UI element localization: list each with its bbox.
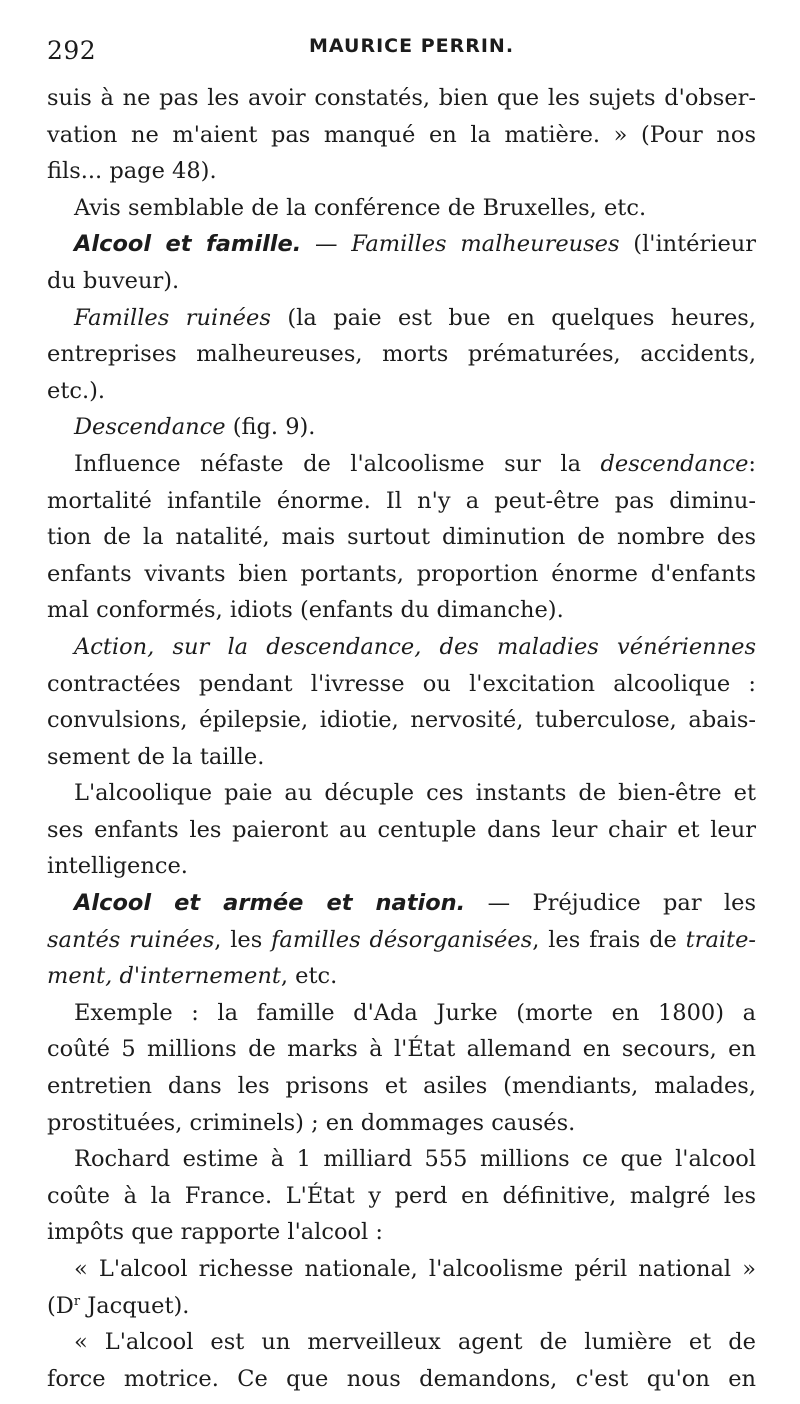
text-run: tion de la natalité, mais surtout diminution de nombre des	[47, 524, 756, 551]
italic-text: Action, sur la descendance, des maladies vénériennes	[74, 633, 756, 660]
text-run: prostituées, criminels) ; en dommages causés.	[47, 1109, 576, 1136]
text-line	[47, 336, 756, 373]
text-line	[47, 556, 756, 593]
page-number: 292	[47, 36, 97, 65]
text-line	[47, 1105, 756, 1142]
text-line	[47, 373, 756, 410]
text-line	[47, 190, 756, 227]
italic-text: santés ruinées	[47, 926, 215, 953]
italic-text: descendance	[600, 450, 749, 477]
text-line	[47, 409, 756, 446]
text-line	[47, 80, 756, 117]
text-line	[47, 885, 756, 922]
text-run: entretien dans les prisons et asiles (mendiants, malades,	[47, 1073, 756, 1100]
text-line	[47, 446, 756, 483]
text-line	[47, 263, 756, 300]
text-line	[47, 300, 756, 337]
text-line	[47, 812, 756, 849]
text-line	[47, 1141, 756, 1178]
text-line	[47, 848, 756, 885]
text-line	[47, 483, 756, 520]
text-run: entreprises malheureuses, morts prématurées, accidents,	[47, 341, 756, 368]
text-run: convulsions, épilepsie, idiotie, nervosité, tuberculose, abais-	[47, 707, 756, 734]
text-run: force motrice. Ce que nous demandons, c'est qu'on en	[47, 1365, 756, 1392]
text-run: Avis semblable de la conférence de Bruxelles, etc.	[74, 194, 647, 221]
text-run: mortalité infantile énorme. Il n'y a peut-être pas diminu-	[47, 487, 756, 514]
text-run: « L'alcool est un merveilleux agent de lumière et de	[74, 1329, 756, 1356]
text-line	[47, 1251, 756, 1288]
text-run: sement de la taille.	[47, 743, 265, 770]
text-run: intelligence.	[47, 853, 188, 880]
text-line	[47, 739, 756, 776]
text-run: Jacquet).	[80, 1292, 190, 1319]
text-run: L'alcoolique paie au décuple ces instants de bien-être et	[74, 780, 756, 807]
text-run: :	[748, 450, 756, 477]
text-run: Rochard estime à 1 milliard 555 millions ce que l'alcool	[74, 1146, 756, 1173]
text-run: enfants vivants bien portants, proportion énorme d'enfants	[47, 560, 756, 587]
italic-text: Descendance	[74, 414, 226, 441]
italic-text: traite-	[685, 926, 757, 953]
superscript: r	[73, 1293, 81, 1309]
text-run: (fig. 9).	[225, 414, 316, 441]
text-run: — Préjudice par les	[465, 890, 756, 917]
text-line	[47, 1031, 756, 1068]
text-line	[47, 922, 756, 959]
text-line	[47, 1288, 756, 1325]
text-run: suis à ne pas les avoir constatés, bien que les sujets d'obser-	[47, 85, 756, 111]
text-line	[47, 958, 756, 995]
text-line	[47, 1361, 756, 1398]
text-run: etc.).	[47, 377, 106, 404]
text-line	[47, 1068, 756, 1105]
text-line	[47, 1324, 756, 1361]
text-run: vation ne m'aient pas manqué en la matière. » (Pour nos	[47, 121, 756, 148]
text-run: du buveur).	[47, 267, 180, 294]
text-run: (la paie est bue en quelques heures,	[270, 304, 756, 331]
text-line	[47, 226, 756, 263]
italic-text: Familles malheureuses	[351, 231, 620, 258]
text-run: contractées pendant l'ivresse ou l'excitation alcoolique :	[47, 670, 756, 697]
section-heading: Alcool et armée et nation.	[74, 890, 466, 917]
text-run: « L'alcool richesse nationale, l'alcoolisme péril national »	[74, 1256, 756, 1282]
text-line	[47, 702, 756, 739]
text-run: , les frais de	[532, 926, 686, 953]
text-line	[47, 995, 756, 1032]
text-run: Influence néfaste de l'alcoolisme sur la	[74, 450, 601, 477]
page-header	[47, 30, 756, 80]
italic-text: Familles ruinées	[74, 304, 271, 331]
text-run: (l'intérieur	[619, 231, 757, 258]
text-line	[47, 117, 756, 154]
text-line	[47, 775, 756, 812]
text-line	[47, 666, 756, 703]
section-heading: Alcool et famille.	[74, 231, 302, 258]
text-run: —	[301, 231, 352, 258]
text-run: , etc.	[280, 963, 338, 990]
text-run: coûte à la France. L'État y perd en définitive, malgré les	[47, 1182, 756, 1209]
text-run: , les	[214, 926, 272, 953]
text-line	[47, 519, 756, 556]
text-run: ses enfants les paieront au centuple dans leur chair et leur	[47, 816, 756, 843]
text-run: coûté 5 millions de marks à l'État allemand en secours, en	[47, 1036, 756, 1063]
text-line	[47, 153, 756, 190]
text-run: mal conformés, idiots (enfants du dimanche).	[47, 597, 564, 624]
text-run: Exemple : la famille d'Ada Jurke (morte en 1800) a	[74, 999, 756, 1026]
text-line	[47, 1214, 756, 1251]
text-run: fils... page 48).	[47, 158, 217, 185]
text-line	[47, 629, 756, 666]
text-run: (D	[47, 1292, 74, 1319]
italic-text: ment, d'internement	[47, 963, 281, 990]
text-line	[47, 1178, 756, 1215]
text-run: impôts que rapporte l'alcool :	[47, 1219, 383, 1246]
running-head: MAURICE PERRIN.	[309, 35, 515, 57]
text-line	[47, 592, 756, 629]
body-text	[47, 80, 756, 1397]
italic-text: familles désorganisées	[271, 926, 533, 953]
